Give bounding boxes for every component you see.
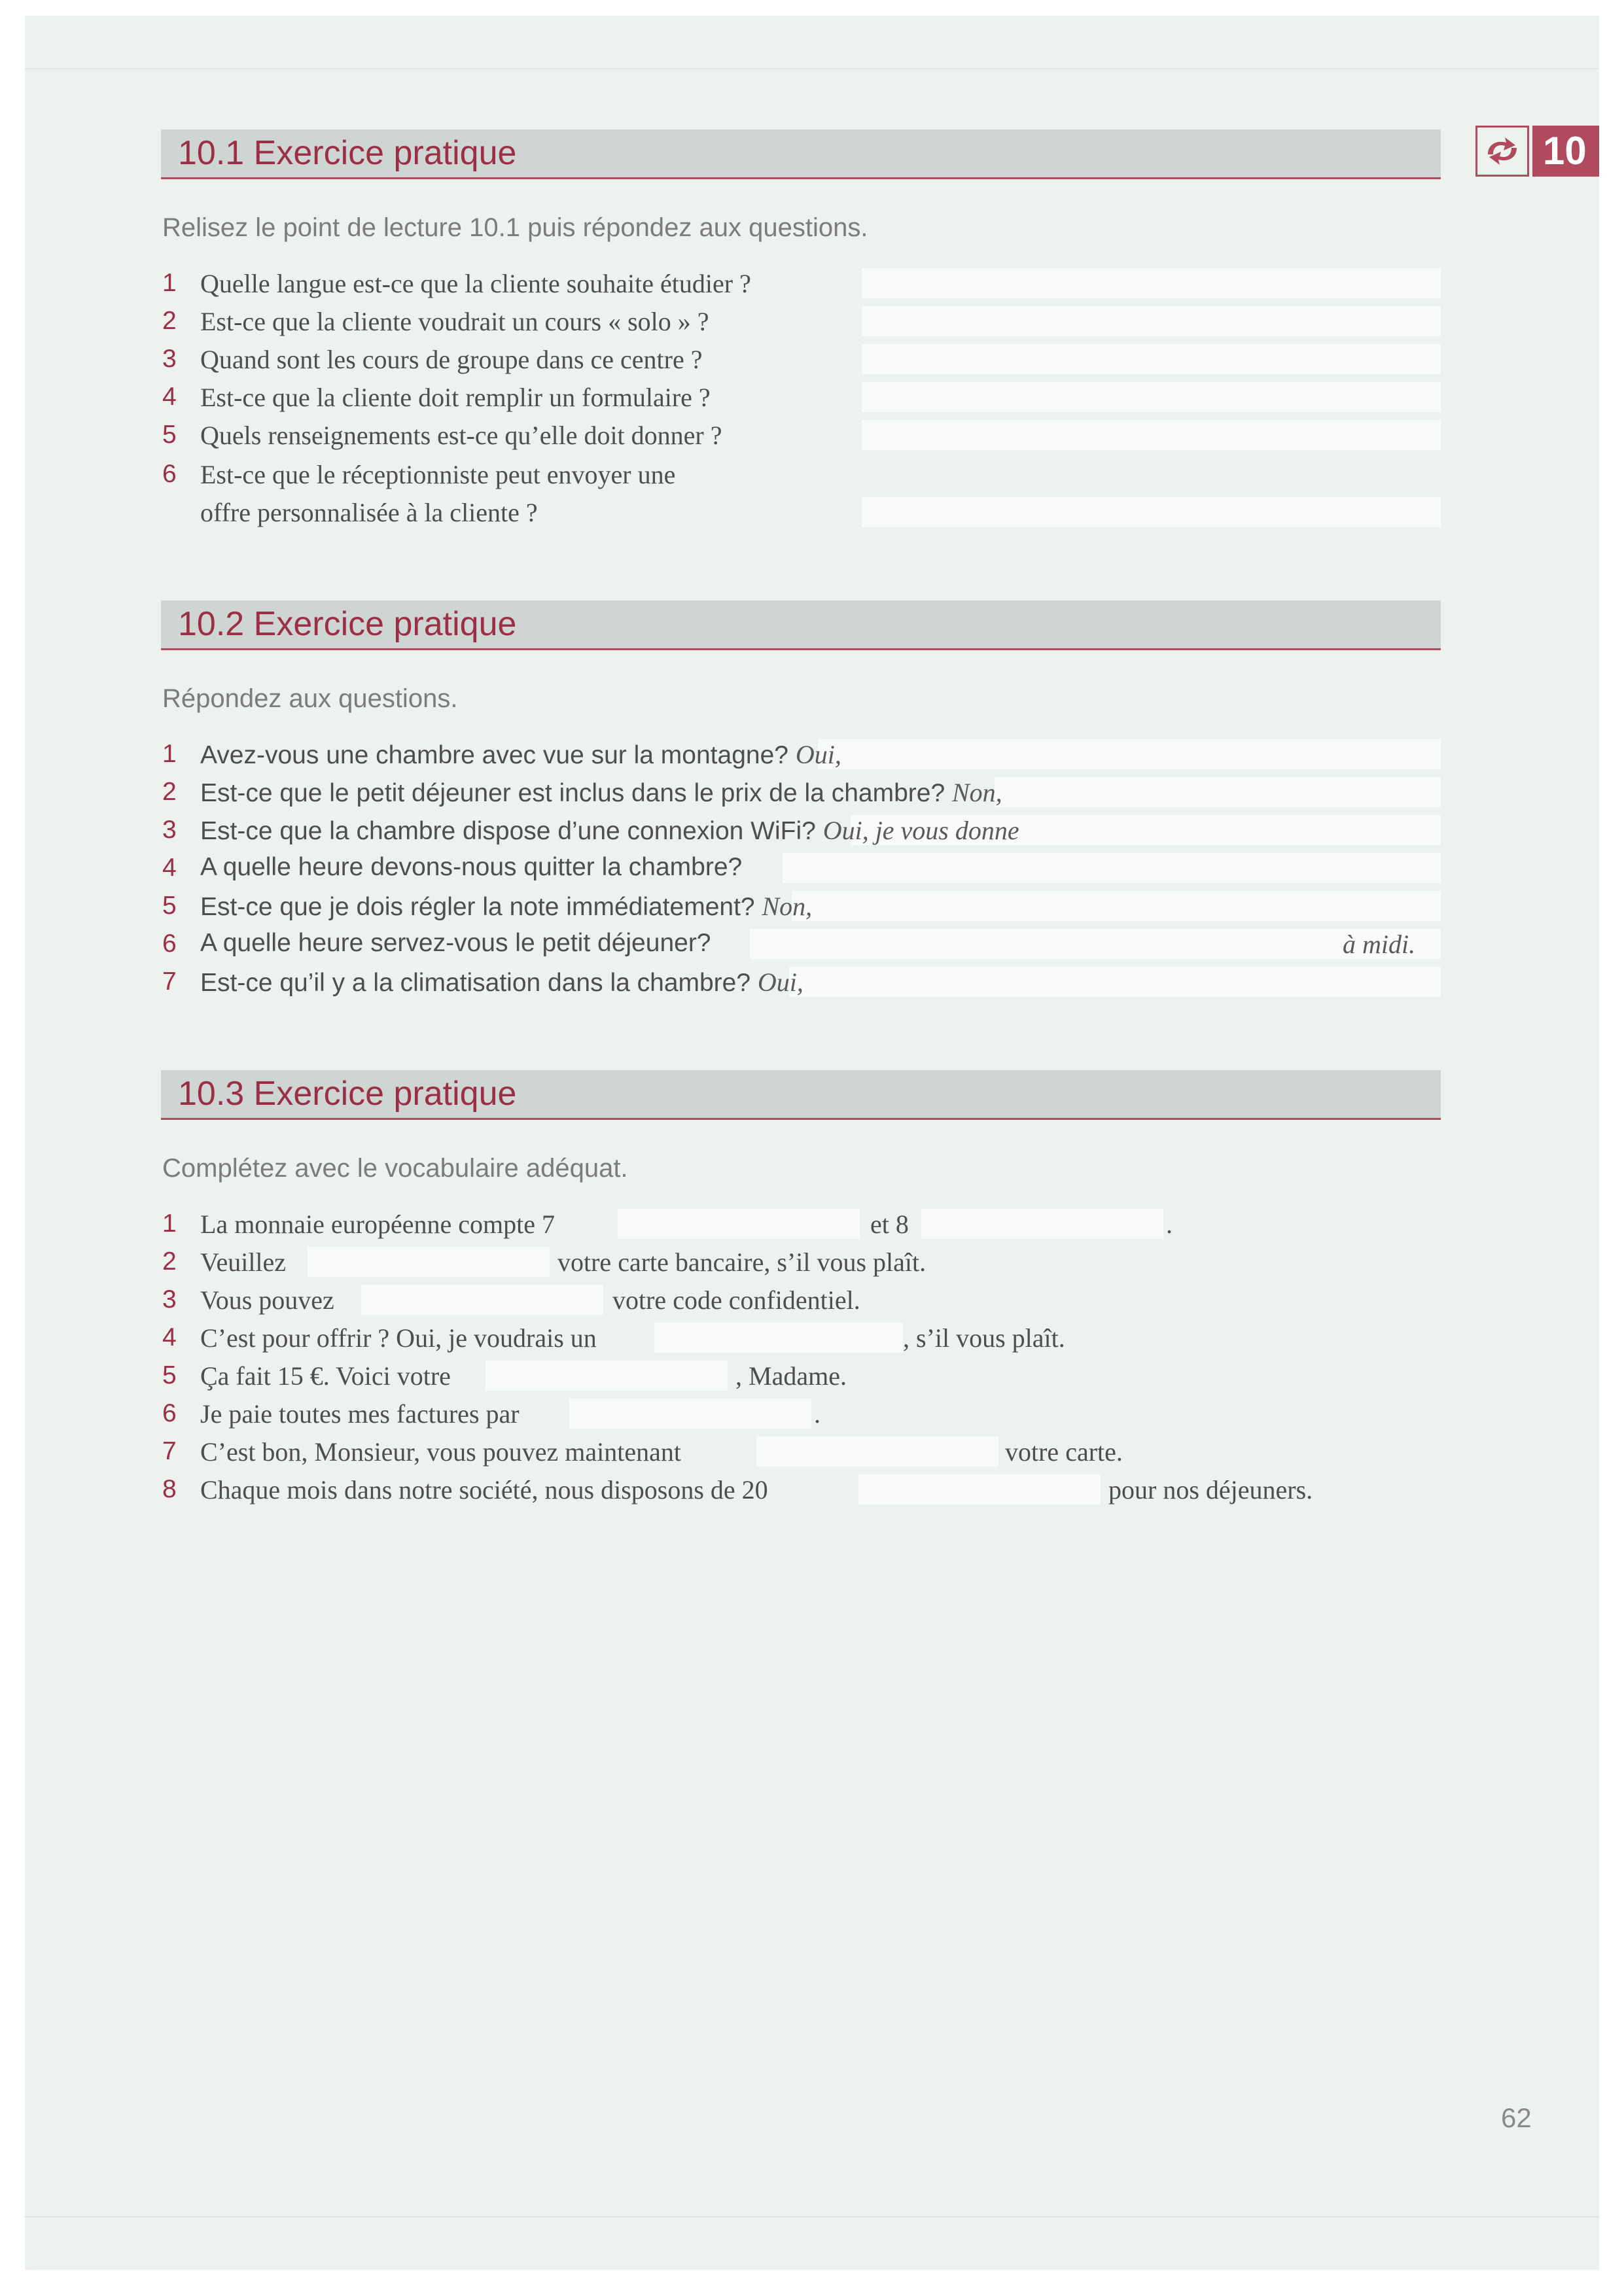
section-title: 10.2 Exercice pratique	[178, 605, 517, 643]
question-text-continued: offre personnalisée à la cliente ?	[200, 498, 538, 527]
sentence-part: Vous pouvez	[200, 1285, 334, 1315]
answer-field[interactable]	[783, 853, 1441, 883]
section-instruction: Répondez aux questions.	[162, 684, 458, 713]
section-instruction: Complétez avec le vocabulaire adéquat.	[162, 1154, 628, 1183]
question-number: 3	[162, 816, 177, 844]
item-number: 3	[162, 1285, 177, 1313]
sentence-part: C’est bon, Monsieur, vous pouvez maintenant	[200, 1437, 681, 1467]
answer-field[interactable]	[862, 268, 1441, 298]
top-rule	[25, 68, 1599, 69]
item-number: 7	[162, 1437, 177, 1465]
question-text: Est-ce que le réceptionniste peut envoyer une	[200, 460, 676, 489]
sentence-part: votre carte.	[1005, 1437, 1123, 1467]
item-number: 1	[162, 1209, 177, 1238]
blank-field[interactable]	[654, 1323, 903, 1353]
bottom-rule	[25, 2216, 1599, 2218]
sentence-part: C’est pour offrir ? Oui, je voudrais un	[200, 1323, 597, 1353]
question-text: Est-ce que le petit déjeuner est inclus dans le prix de la chambre? Non,	[200, 778, 1002, 807]
section-title: 10.3 Exercice pratique	[178, 1075, 517, 1113]
blank-field[interactable]	[361, 1285, 603, 1315]
section-header-10-3	[161, 1070, 1441, 1120]
chapter-number-tab	[1532, 126, 1599, 177]
section-header-10-1	[161, 130, 1441, 179]
blank-field[interactable]	[858, 1474, 1101, 1505]
answer-field[interactable]	[789, 967, 1441, 997]
sentence-part: Veuillez	[200, 1247, 287, 1277]
sentence-part: .	[1166, 1209, 1173, 1239]
question-text: Quand sont les cours de groupe dans ce centre ?	[200, 345, 703, 374]
question-text: A quelle heure servez-vous le petit déjeuner?	[200, 929, 711, 957]
question-text: Quels renseignements est-ce qu’elle doit donner ?	[200, 421, 722, 450]
blank-field[interactable]	[308, 1247, 550, 1277]
question-number: 2	[162, 307, 177, 335]
blank-field[interactable]	[618, 1209, 860, 1239]
question-text: Est-ce que je dois régler la note immédiatement? Non,	[200, 892, 813, 921]
sentence-part: pour nos déjeuners.	[1108, 1475, 1313, 1505]
answer-prompt: Oui,	[757, 967, 803, 997]
answer-field[interactable]	[862, 382, 1441, 412]
sentence-part: , s’il vous plaît.	[903, 1323, 1065, 1353]
item-number: 4	[162, 1323, 177, 1351]
question-number: 6	[162, 460, 177, 488]
answer-prompt: Non,	[952, 778, 1002, 807]
section-title: 10.1 Exercice pratique	[178, 134, 517, 172]
answer-prompt: Non,	[762, 892, 813, 921]
question-number: 6	[162, 930, 177, 958]
answer-field[interactable]	[862, 306, 1441, 336]
answer-prompt: Oui,	[795, 740, 841, 769]
section-header-10-2	[161, 600, 1441, 650]
item-number: 5	[162, 1361, 177, 1389]
blank-field[interactable]	[485, 1361, 728, 1391]
exchange-arrows-icon	[1483, 135, 1522, 167]
question-number: 1	[162, 269, 177, 297]
answer-field[interactable]	[792, 891, 1441, 921]
blank-field[interactable]	[569, 1399, 811, 1429]
page-number: 62	[1501, 2102, 1532, 2133]
sentence-part: et 8	[870, 1209, 909, 1239]
question-text: Avez-vous une chambre avec vue sur la montagne? Oui,	[200, 740, 841, 769]
sentence-part: Chaque mois dans notre société, nous disposons de 20	[200, 1475, 768, 1505]
question-number: 5	[162, 892, 177, 920]
question-number: 5	[162, 421, 177, 449]
blank-field[interactable]	[921, 1209, 1163, 1239]
question-text: Quelle langue est-ce que la cliente souhaite étudier ?	[200, 269, 751, 298]
item-number: 8	[162, 1475, 177, 1503]
sentence-part: Je paie toutes mes factures par	[200, 1399, 520, 1429]
item-number: 2	[162, 1247, 177, 1276]
answer-field[interactable]	[862, 497, 1441, 527]
sentence-part: La monnaie européenne compte 7	[200, 1209, 555, 1239]
question-number: 2	[162, 778, 177, 806]
chapter-icon-box	[1475, 126, 1529, 177]
answer-field[interactable]	[862, 420, 1441, 450]
question-text: Est-ce que la cliente doit remplir un formulaire ?	[200, 383, 711, 412]
question-text: Est-ce que la chambre dispose d’une connexion WiFi? Oui, je vous donne	[200, 816, 1019, 845]
answer-field[interactable]	[862, 344, 1441, 374]
blank-field[interactable]	[756, 1436, 998, 1467]
question-number: 4	[162, 854, 177, 882]
sentence-part: Ça fait 15 €. Voici votre	[200, 1361, 451, 1391]
question-text: Est-ce que la cliente voudrait un cours « solo » ?	[200, 307, 709, 336]
answer-prompt: Oui, je vous donne	[822, 816, 1019, 845]
question-text: A quelle heure devons-nous quitter la chambre?	[200, 853, 743, 881]
sentence-part: , Madame.	[735, 1361, 847, 1391]
question-number: 3	[162, 345, 177, 373]
sentence-part: votre code confidentiel.	[612, 1285, 860, 1315]
section-instruction: Relisez le point de lecture 10.1 puis répondez aux questions.	[162, 213, 868, 242]
question-number: 1	[162, 740, 177, 768]
item-number: 6	[162, 1399, 177, 1427]
question-text: Est-ce qu’il y a la climatisation dans la chambre? Oui,	[200, 967, 803, 997]
answer-field[interactable]	[750, 929, 1441, 959]
answer-field[interactable]	[818, 739, 1441, 769]
answer-suffix: à midi.	[1343, 930, 1416, 959]
sentence-part: votre carte bancaire, s’il vous plaît.	[557, 1247, 927, 1277]
chapter-number: 10	[1543, 129, 1587, 173]
question-number: 7	[162, 967, 177, 996]
answer-field[interactable]	[995, 777, 1441, 807]
question-number: 4	[162, 383, 177, 411]
sentence-part: .	[814, 1399, 821, 1429]
